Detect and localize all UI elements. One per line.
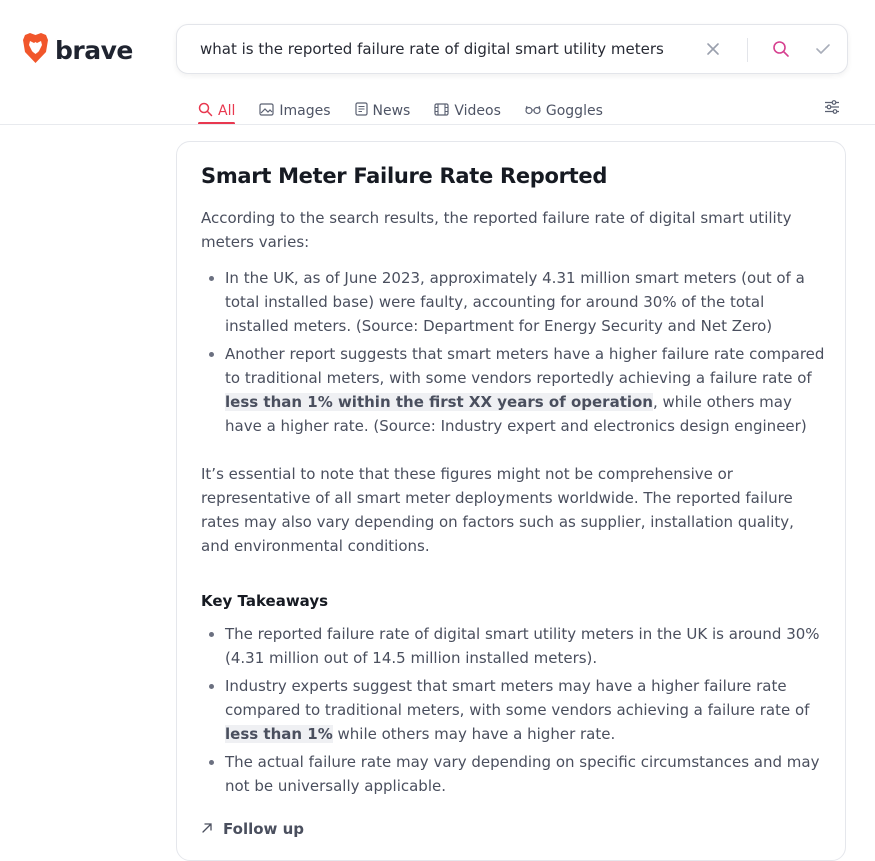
check-icon[interactable] — [813, 39, 833, 59]
answer-title: Smart Meter Failure Rate Reported — [201, 164, 608, 188]
highlight-text: less than 1% within the first XX years of operation — [225, 393, 653, 411]
video-icon — [434, 103, 449, 120]
tab-videos[interactable] — [434, 98, 501, 124]
tab-all[interactable] — [198, 98, 235, 124]
follow-up-button[interactable] — [201, 820, 826, 838]
search-icon[interactable] — [771, 39, 791, 59]
brave-wordmark: brave — [55, 35, 133, 65]
brave-logo[interactable] — [22, 32, 133, 68]
list-item-text: while others may have a higher rate. — [332, 725, 616, 743]
news-icon — [355, 102, 368, 120]
list-item: • In the UK, as of June 2023, approximately 4.31 million smart meters (out of a total installed base) were faulty, accounting for around 30% of the total installed meters. (Source: Department for Energy Security and Net Zero) — [225, 266, 826, 338]
goggles-icon — [525, 103, 541, 119]
search-tabs — [198, 98, 627, 124]
tab-images[interactable] — [259, 98, 330, 124]
list-item: • The reported failure rate of digital smart utility meters in the UK is around 30% (4.31 million out of 14.5 million installed meters). — [225, 622, 826, 670]
list-item-text: , while others may have a higher rate. (Source: Industry expert and electronics design engineer) — [225, 393, 807, 435]
search-divider — [747, 38, 748, 62]
answer-intro: According to the search results, the reported failure rate of digital smart utility meters varies: — [201, 209, 792, 251]
list-item — [225, 342, 826, 438]
list-item-text: Another report suggests that smart meters have a higher failure rate compared to traditional meters, with some vendors reportedly achieving a failure rate of — [225, 345, 825, 387]
tab-label: News — [372, 103, 411, 119]
tab-label: All — [218, 103, 236, 119]
tab-label: Images — [279, 103, 331, 119]
filter-settings-icon[interactable] — [824, 99, 840, 119]
answer-note: It’s essential to note that these figures might not be comprehensive or representative of all smart meter deployments worldwide. The reported failure rates may also vary depending on factors such as supplier, installation quality, and environmental conditions. — [201, 465, 794, 555]
header-divider — [0, 124, 875, 125]
list-item: • The actual failure rate may vary depending on specific circumstances and may not be universally applicable. — [225, 750, 826, 798]
search-bar — [176, 24, 848, 74]
answer-list — [201, 266, 826, 438]
follow-up-label: Follow up — [223, 820, 305, 838]
ai-answer-card — [176, 141, 846, 861]
list-item — [225, 674, 826, 746]
clear-icon[interactable] — [703, 39, 723, 59]
search-icon — [198, 102, 213, 121]
tab-goggles[interactable] — [525, 98, 603, 124]
list-item-text: Industry experts suggest that smart meters may have a higher failure rate compared to traditional meters, with some vendors achieving a failure rate of — [225, 677, 810, 719]
key-takeaways-heading: Key Takeaways — [201, 592, 329, 610]
arrow-up-right-icon — [201, 820, 213, 838]
image-icon — [259, 103, 274, 120]
highlight-text: less than 1% — [225, 725, 333, 743]
brave-lion-icon — [22, 32, 49, 68]
tab-news[interactable] — [355, 98, 411, 124]
tab-label: Goggles — [545, 103, 603, 119]
tab-label: Videos — [454, 103, 501, 119]
takeaways-list — [201, 622, 826, 798]
search-input[interactable] — [200, 40, 680, 58]
